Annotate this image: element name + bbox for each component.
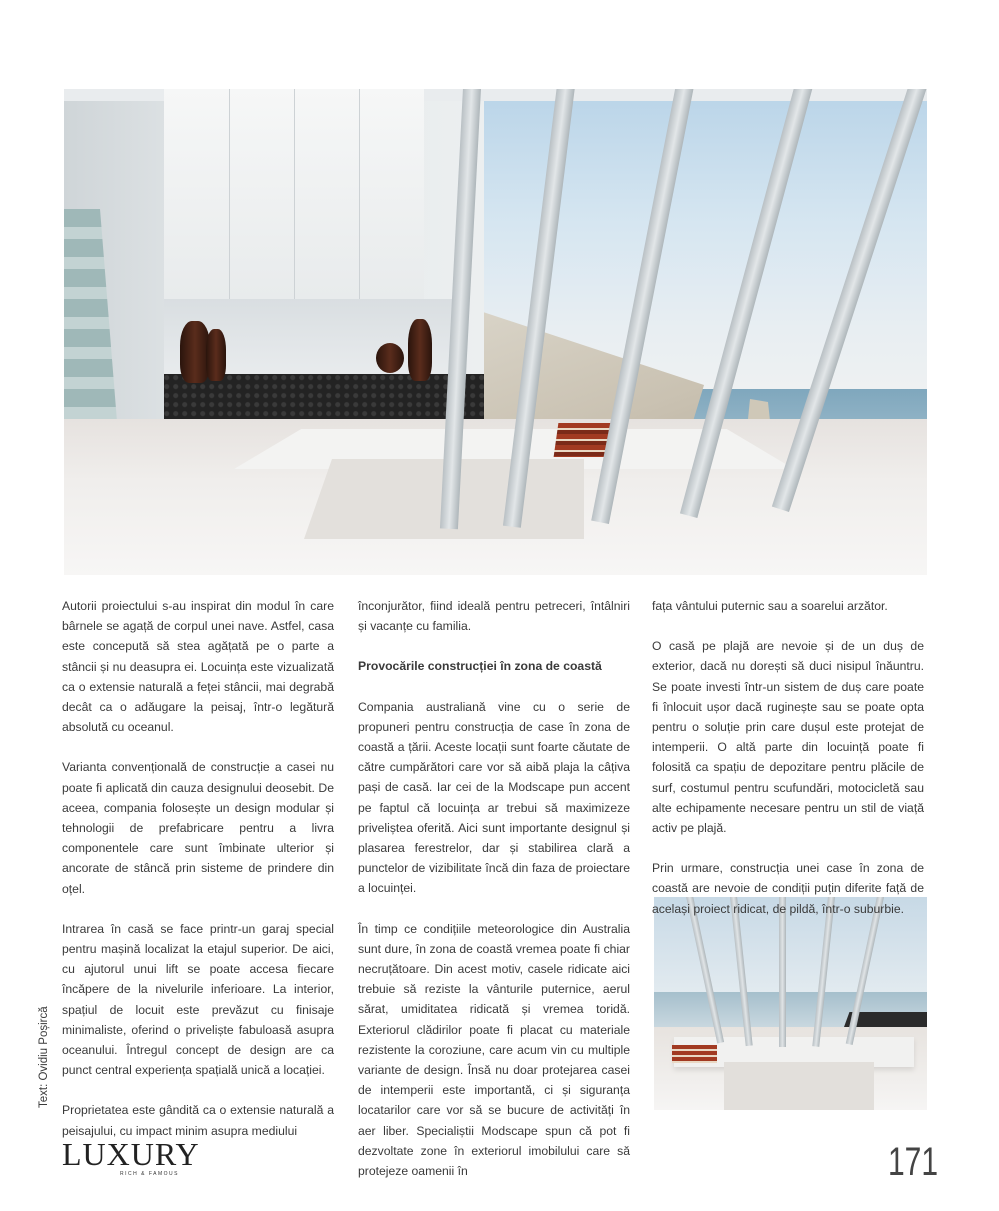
paragraph: Proprietatea este gândită ca o extensie naturală a peisajului, cu impact minim asupra mediului xyxy=(62,1103,334,1138)
text-column-1 xyxy=(62,596,334,1161)
paragraph: În timp ce condițiile meteorologice din Australia sunt dure, în zona de coastă vremea poate fi chiar necruțătoare. Din acest motiv, casele ridicate aici trebuie să reziste la vânturile puternice, aerul sărat, umiditatea ridicată și vremea toridă. Exteriorul clădirilor poate fi placat cu materiale rezistente la coroziune, care acum vin cu multiple variante de design. Însă nu doar protejarea casei de intemperii este importantă, ci și siguranța locatarilor care vor să se bucure de activități în aer liber. Specialiștii Modscape spun că pot fi dezvoltate zone în exteriorul imobilului care să protejeze oamenii în xyxy=(358,921,630,1179)
vase xyxy=(408,319,432,381)
vase xyxy=(206,329,226,381)
wall-cabinets xyxy=(164,89,424,299)
paragraph: Prin urmare, construcția unei case în zona de coastă are nevoie de condiții puțin diferite față de același proiect ridicat, de pildă, într-o suburbie. xyxy=(652,861,924,916)
magazine-logo: LUXURY xyxy=(62,1136,200,1172)
paragraph: Intrarea în casă se face printr-un garaj special pentru mașină localizat la etajul superior. De aici, cu ajutorul unui lift se poate accesa fiecare încăpere de la nivelurile inferioare. La interior, spațiul de locuit este prevăzut cu finisaje minimaliste, oferind o priveliște fabuloasă asupra oceanului. Întregul concept de design are ca punct central experiența spațială unică a locației. xyxy=(62,921,334,1078)
text-column-3 xyxy=(652,596,924,939)
vase xyxy=(376,343,404,373)
logo-tagline: RICH & FAMOUS xyxy=(120,1171,179,1177)
hero-photo xyxy=(64,89,927,575)
paragraph: Autorii proiectului s-au inspirat din modul în care bârnele se agață de corpul unei nave. Astfel, casa este concepută să stea agățată pe o parte a stâncii și nu deasupra ei. Locuința este vizualizată ca o extensie naturală a feței stâncii, mai degrabă decât ca o adăugare la peisaj, într-o legătură absolută cu oceanul. xyxy=(62,599,334,735)
cabinet-seam xyxy=(294,89,295,299)
paragraph: O casă pe plajă are nevoie și de un duș de exterior, dacă nu dorești să duci nisipul înăuntru. Se poate investi într-un sistem de duș care poate fi înlocuit ușor dacă ruginește sau se poate opta pentru o soluție prin care dușul este protejat de intemperii. O altă parte din locuință poate fi folosită ca spațiu de depozitare pentru plăcile de surf, costumul pentru scufundări, motocicletă sau alte echipamente necesare pentru un stil de viață activ pe plajă. xyxy=(652,639,924,836)
paragraph: înconjurător, fiind ideală pentru petreceri, întâlniri și vacanțe cu familia. xyxy=(358,599,630,634)
page-number: 171 xyxy=(888,1140,939,1184)
paragraph: fața vântului puternic sau a soarelui arzător. xyxy=(652,599,888,613)
paragraph: Varianta convențională de construcție a casei nu poate fi aplicată din cauza designului deosebit. De aceea, compania folosește un design modular și tehnologii de prefabricare pentru a livra componentele care sunt îmbinate ulterior și ancorate de stâncă prin sisteme de prindere din oțel. xyxy=(62,760,334,896)
cabinet-seam xyxy=(229,89,230,299)
paragraph: Compania australiană vine cu o serie de propuneri pentru construcția de case în zona de coastă a țării. Aceste locații sunt foarte căutate de către cumpărători care vor să aibă plaja la câțiva pași de casă. Iar cei de la Modscape pun accent pe faptul că locuința ar trebui să maximizeze priveliștea oferită. Aici sunt importante designul și plasarea ferestrelor, dar și stabilirea clară a punctelor de vizibilitate încă din faza de proiectare a locuinței. xyxy=(358,699,630,896)
section-heading: Provocările construcției în zona de coastă xyxy=(358,659,602,674)
book-stack xyxy=(672,1045,717,1063)
text-column-2 xyxy=(358,596,630,1201)
cabinet-seam xyxy=(359,89,360,299)
author-credit: Text: Ovidiu Poșircă xyxy=(38,1006,50,1108)
seating-pit xyxy=(724,1062,874,1110)
